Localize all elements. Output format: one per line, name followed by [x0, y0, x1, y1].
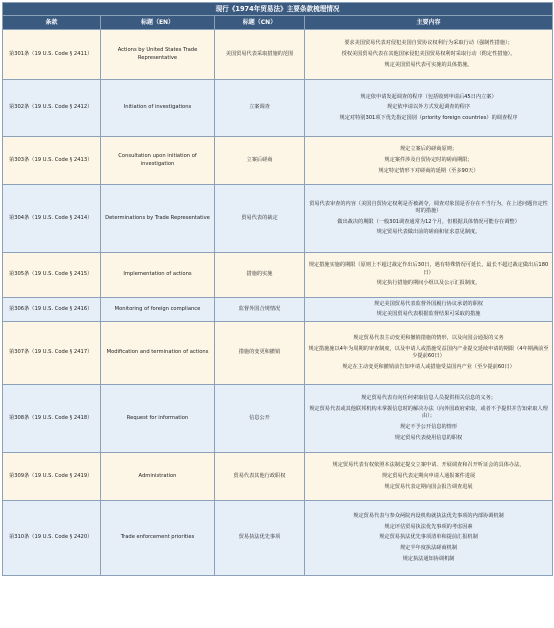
content-point: 规定美国贸易代表监督外国履行协议承诺的职权	[374, 300, 483, 307]
table-row	[3, 30, 553, 80]
content-point: 规定贸易代表做出前的磋商和征求意见制度。	[376, 229, 481, 236]
content-point: 规定立案后的磋商原则；	[399, 146, 458, 153]
content-point: 规定在主动变更和撤销前告知申请人或措施受益国内产业（至少提前60日）	[342, 363, 515, 370]
clause-content	[305, 298, 553, 322]
content-point: 规定评估贸易执法优先事项的考虑因素	[384, 523, 473, 530]
content-point: 规定贸易代表主动变更和撤销措施的情形，以及向国会通报的义务	[353, 335, 504, 342]
content-point: 规定贸易执法优先事项清单和提前汇报机制	[379, 534, 478, 541]
header-row	[3, 16, 553, 30]
content-point: 规定措施实施的期限（原则上不超过裁定作出后30日，遇有特殊情况可延长，最长不超过裁定做出后180日）	[308, 262, 549, 276]
table-row	[3, 253, 553, 298]
clause-title-cn: 贸易代表其他行政职权	[215, 453, 305, 501]
header-en: 标题（EN）	[101, 16, 215, 30]
clause-title-en: Consultation upon initiation of investigation	[101, 137, 215, 185]
clause-number: 第302条（19 U.S. Code § 2412）	[3, 80, 101, 137]
content-point: 规定执行措施的期间小组以及公示汇报制度。	[376, 280, 481, 287]
content-point: 规定贸易代表定期向申请人通报案件进展	[381, 472, 476, 479]
content-point: 规定执法通知协调机制	[402, 555, 455, 562]
clause-number: 第304条（19 U.S. Code § 2414）	[3, 185, 101, 253]
clause-title-cn: 立案调查	[215, 80, 305, 137]
clause-title-en: Administration	[101, 453, 215, 501]
table-row	[3, 453, 553, 501]
clause-title-en: Determinations by Trade Representative	[101, 185, 215, 253]
clause-title-cn: 措施的变更和撤销	[215, 322, 305, 385]
content-point: 规定案件涉及自贸协定时的磋商期限；	[384, 156, 473, 163]
content-point: 贸易代表审查的内容（美国自贸协定权利是否被剥夺，调查对象国是否存在不当行为，在上述问题肯定性时的措施）	[309, 200, 548, 214]
content-point: 规定不予公开信息的情形	[399, 423, 458, 430]
clause-number: 第303条（19 U.S. Code § 2413）	[3, 137, 101, 185]
clause-content	[305, 137, 553, 185]
clause-content	[305, 80, 553, 137]
table-row	[3, 322, 553, 385]
clause-content	[305, 30, 553, 80]
clause-content	[305, 385, 553, 453]
clause-title-cn: 信息公开	[215, 385, 305, 453]
clause-title-en: Modification and termination of actions	[101, 322, 215, 385]
content-point: 要求美国贸易代表对侵犯美国自贸协议权利行为采取行动（强制性措施）；	[344, 40, 513, 47]
clause-number: 第301条（19 U.S. Code § 2411）	[3, 30, 101, 80]
content-point: 规定贸易代表定期向国会报告调查进展	[384, 483, 473, 490]
clause-content	[305, 453, 553, 501]
clause-title-cn: 监督外国合规情况	[215, 298, 305, 322]
clause-number: 第309条（19 U.S. Code § 2419）	[3, 453, 101, 501]
table-row	[3, 80, 553, 137]
clause-number: 第310条（19 U.S. Code § 2420）	[3, 501, 101, 576]
content-point: 规定半年度执法磋商机制	[399, 545, 458, 552]
content-point: 规定依申请以外方式发起调查的程序	[387, 104, 471, 111]
table-row	[3, 385, 553, 453]
clause-title-cn: 美国贸易代表采取措施的范围	[215, 30, 305, 80]
content-point: 规定美国贸易代表可实施的具体措施。	[384, 61, 473, 68]
clause-title-en: Actions by United States Trade Representative	[101, 30, 215, 80]
content-point: 授权美国贸易代表在其他国家侵犯美国贸易权利时采取行动（酌定性措施）。	[341, 50, 516, 57]
clause-content	[305, 322, 553, 385]
content-point: 规定特定情形下对磋商的延期（至多90天）	[378, 167, 479, 174]
header-cn: 标题（CN）	[215, 16, 305, 30]
clause-content	[305, 185, 553, 253]
clause-number: 第307条（19 U.S. Code § 2417）	[3, 322, 101, 385]
clause-table-sheet	[2, 2, 552, 576]
clause-title-cn: 立案后磋商	[215, 137, 305, 185]
table-row	[3, 501, 553, 576]
table-body	[3, 30, 553, 576]
clause-title-cn: 贸易代表的裁定	[215, 185, 305, 253]
content-point: 规定贸易代表或其他联邦机构未掌握信息时的解决办法（向外国政府索取，或者不予提供并告知索取人理由）；	[309, 405, 548, 420]
content-point: 规定贸易代表有向任何索取信息人员提供相关信息的义务；	[361, 395, 496, 402]
content-point: 规定对特别301项下优先指定国别（priority foreign countries）的调查程序	[339, 115, 518, 122]
clause-number: 第305条（19 U.S. Code § 2415）	[3, 253, 101, 298]
clause-content	[305, 253, 553, 298]
table-row	[3, 137, 553, 185]
content-point: 规定美国贸易代表根据监督结果可采取的措施	[376, 311, 481, 318]
clause-title-cn: 措施的实施	[215, 253, 305, 298]
clause-number: 第306条（19 U.S. Code § 2416）	[3, 298, 101, 322]
clause-title-cn: 贸易执法优先事项	[215, 501, 305, 576]
table-row	[3, 298, 553, 322]
clause-title-en: Implementation of actions	[101, 253, 215, 298]
clause-content	[305, 501, 553, 576]
clause-title-en: Request for information	[101, 385, 215, 453]
content-point: 规定贸易代表与参众两院内设机构就执法优先事项的内部协调机制	[353, 512, 504, 519]
table-title: 现行《1974年贸易法》主要条款梳理情况	[3, 3, 553, 16]
content-point: 规定贸易代表使用信息的职权	[394, 434, 463, 441]
clause-number: 第308条（19 U.S. Code § 2418）	[3, 385, 101, 453]
clause-table	[2, 2, 553, 576]
clause-title-en: Monitoring of foreign compliance	[101, 298, 215, 322]
content-point: 做出裁决的期限（一般301调查通常为12个月，但根据具体情况可能存在调整）	[337, 218, 520, 225]
content-point: 规定依申请发起调查的程序（包括收到申请后45日内立案）	[360, 93, 497, 100]
content-point: 规定措施施以4年为周期的审查制度，以及申请人或措施受益国内产业提交延续申请的期限（4年期满前至少提前60日）	[308, 345, 549, 359]
content-point: 规定贸易代表有权依照本法制定提交立案申请、开展调查和召开听证会的具体办法，	[332, 462, 525, 469]
clause-title-en: Initiation of investigations	[101, 80, 215, 137]
clause-title-en: Trade enforcement priorities	[101, 501, 215, 576]
table-row	[3, 185, 553, 253]
header-content: 主要内容	[305, 16, 553, 30]
header-num: 条款	[3, 16, 101, 30]
